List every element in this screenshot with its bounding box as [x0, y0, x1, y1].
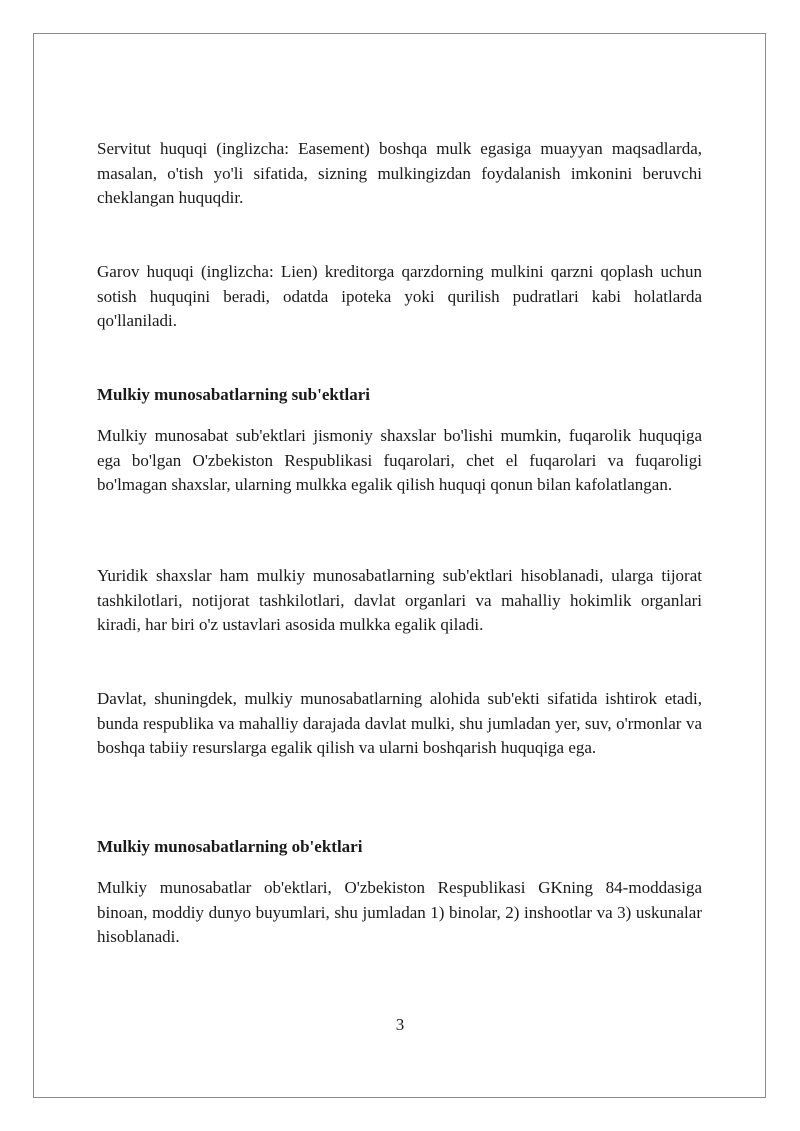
- heading-objects: Mulkiy munosabatlarning ob'ektlari: [97, 837, 363, 856]
- paragraph-servitut: Servitut huquqi (inglizcha: Easement) boshqa mulk egasiga muayyan maqsadlarda, masalan, o'tish yo'li sifatida, sizning mulkingizdan foydalanish imkonini beruvchi cheklangan huquqdir.: [97, 139, 702, 207]
- paragraph-subjects-individuals: Mulkiy munosabat sub'ektlari jismoniy shaxslar bo'lishi mumkin, fuqarolik huquqiga ega bo'lgan O'zbekiston Respublikasi fuqarolari, chet el fuqarolari va fuqaroligi bo'lmagan shaxslar, ularning mulkka egalik qilish huquqi qonun bilan kafolatlangan.: [97, 426, 702, 494]
- paragraph-subjects-legal-entities: Yuridik shaxslar ham mulkiy munosabatlarning sub'ektlari hisoblanadi, ularga tijorat tashkilotlari, notijorat tashkilotlari, davlat organlari va mahalliy hokimlik organlari kiradi, har biri o'z ustavlari asosida mulkka egalik qiladi.: [97, 566, 702, 634]
- paragraph-subjects-state: Davlat, shuningdek, mulkiy munosabatlarning alohida sub'ekti sifatida ishtirok etadi, bunda respublika va mahalliy darajada davlat mulki, shu jumladan yer, suv, o'rmonlar va boshqa tabiiy resurslarga egalik qilish va ularni boshqarish huquqiga ega.: [97, 689, 702, 757]
- heading-subjects: Mulkiy munosabatlarning sub'ektlari: [97, 385, 371, 404]
- page-number: 3: [395, 1015, 405, 1034]
- paragraph-objects: Mulkiy munosabatlar ob'ektlari, O'zbekiston Respublikasi GKning 84-moddasiga binoan, moddiy dunyo buyumlari, shu jumladan 1) binolar, 2) inshootlar va 3) uskunalar hisoblanadi.: [97, 878, 702, 946]
- paragraph-garov: Garov huquqi (inglizcha: Lien) kreditorga qarzdorning mulkini qarzni qoplash uchun sotish huquqini beradi, odatda ipoteka yoki qurilish pudratlari kabi holatlarda qo'llaniladi.: [97, 262, 702, 330]
